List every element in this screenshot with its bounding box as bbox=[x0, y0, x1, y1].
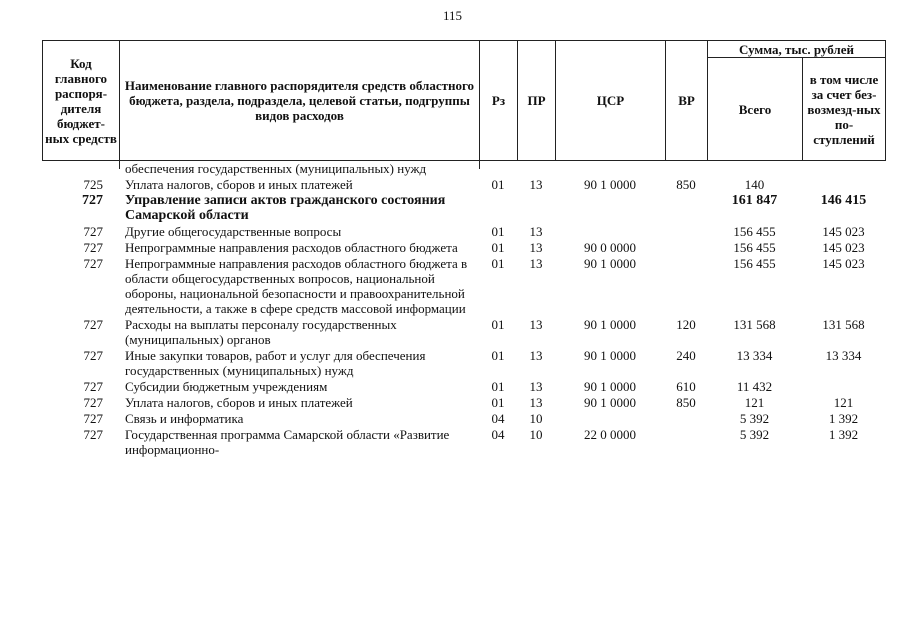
table-row bbox=[42, 239, 885, 255]
header-vr: ВР bbox=[666, 41, 708, 161]
row-code bbox=[42, 161, 119, 176]
table-row bbox=[42, 176, 885, 192]
row-free: 1 392 bbox=[828, 427, 859, 442]
row-pr: 13 bbox=[529, 379, 543, 394]
row-csr bbox=[555, 410, 665, 426]
row-vr bbox=[665, 239, 707, 255]
row-total: 13 334 bbox=[736, 348, 773, 363]
row-pr: 13 bbox=[529, 256, 543, 271]
row-rz: 01 bbox=[491, 317, 505, 332]
table-row bbox=[42, 255, 885, 316]
row-vr: 240 bbox=[676, 348, 696, 363]
row-rz: 01 bbox=[491, 177, 505, 192]
row-pr: 13 bbox=[529, 317, 543, 332]
header-name: Наименование главного распорядителя средств областного бюджета, раздела, подраздела, целевой статьи, подгруппы видов расходов bbox=[120, 41, 480, 161]
row-free bbox=[802, 378, 885, 394]
row-rz: 01 bbox=[491, 256, 505, 271]
row-free: 145 023 bbox=[822, 240, 865, 255]
table-row bbox=[42, 394, 885, 410]
row-code: 727 bbox=[83, 379, 103, 394]
row-vr: 610 bbox=[676, 379, 696, 394]
row-vr bbox=[665, 410, 707, 426]
header-rz: Рз bbox=[480, 41, 518, 161]
row-code: 727 bbox=[83, 411, 103, 426]
table-row bbox=[42, 426, 885, 457]
row-code: 727 bbox=[83, 256, 103, 271]
row-free: 121 bbox=[833, 395, 854, 410]
row-total: 140 bbox=[744, 177, 765, 192]
header-pr: ПР bbox=[518, 41, 556, 161]
row-pr bbox=[517, 192, 555, 223]
row-code: 727 bbox=[83, 395, 103, 410]
row-code: 727 bbox=[83, 224, 103, 239]
row-pr: 13 bbox=[529, 395, 543, 410]
row-csr bbox=[555, 161, 665, 176]
row-rz: 01 bbox=[491, 240, 505, 255]
table-header bbox=[42, 40, 885, 161]
row-name: Расходы на выплаты персоналу государственных (муниципальных) органов bbox=[125, 317, 397, 347]
header-sum: Сумма, тыс. рублей bbox=[708, 41, 886, 58]
row-name: Управление записи актов гражданского состояния Самарской области bbox=[125, 193, 446, 223]
table-row bbox=[42, 378, 885, 394]
row-csr: 90 1 0000 bbox=[584, 317, 636, 332]
row-name: Другие общегосударственные вопросы bbox=[125, 224, 342, 239]
row-total: 121 bbox=[744, 395, 765, 410]
row-csr: 90 0 0000 bbox=[584, 240, 636, 255]
row-rz bbox=[479, 161, 517, 176]
row-csr: 90 1 0000 bbox=[584, 256, 636, 271]
row-csr: 22 0 0000 bbox=[584, 427, 636, 442]
row-name: Государственная программа Самарской области «Развитие информационно- bbox=[125, 427, 450, 457]
table-row bbox=[42, 410, 885, 426]
table-row bbox=[42, 316, 885, 347]
table-row bbox=[42, 192, 885, 223]
row-csr: 90 1 0000 bbox=[584, 348, 636, 363]
row-name: Субсидии бюджетным учреждениям bbox=[125, 379, 328, 394]
row-total: 156 455 bbox=[733, 256, 776, 271]
row-total: 161 847 bbox=[731, 193, 778, 208]
row-rz: 04 bbox=[491, 427, 505, 442]
row-total: 5 392 bbox=[739, 411, 770, 426]
row-code: 727 bbox=[82, 193, 103, 208]
row-csr bbox=[555, 192, 665, 223]
row-rz: 01 bbox=[491, 348, 505, 363]
row-pr: 13 bbox=[529, 224, 543, 239]
row-total: 156 455 bbox=[733, 224, 776, 239]
row-free: 131 568 bbox=[822, 317, 865, 332]
row-rz bbox=[479, 192, 517, 223]
row-rz: 01 bbox=[491, 379, 505, 394]
row-pr: 13 bbox=[529, 177, 543, 192]
row-csr: 90 1 0000 bbox=[584, 177, 636, 192]
row-pr: 13 bbox=[529, 348, 543, 363]
row-code: 727 bbox=[83, 317, 103, 332]
row-pr: 13 bbox=[529, 240, 543, 255]
header-total: Всего bbox=[708, 58, 803, 161]
row-pr bbox=[517, 161, 555, 176]
row-name: Непрограммные направления расходов областного бюджета bbox=[125, 240, 458, 255]
table-row bbox=[42, 223, 885, 239]
row-free: 146 415 bbox=[820, 193, 867, 208]
row-total: 156 455 bbox=[733, 240, 776, 255]
row-csr bbox=[555, 223, 665, 239]
row-vr bbox=[665, 192, 707, 223]
row-name: Непрограммные направления расходов областного бюджета в области общегосударственных вопросов, национальной обороны, национальной безопасности и правоохранительной деятельности, а также в сфере средств массовой информации bbox=[125, 256, 468, 316]
row-total: 11 432 bbox=[736, 379, 773, 394]
row-total: 131 568 bbox=[733, 317, 776, 332]
row-name: Связь и информатика bbox=[125, 411, 244, 426]
table-row bbox=[42, 161, 885, 176]
header-csr: ЦСР bbox=[556, 41, 666, 161]
row-rz: 01 bbox=[491, 224, 505, 239]
row-free bbox=[802, 176, 885, 192]
row-vr bbox=[665, 426, 707, 457]
row-pr: 10 bbox=[529, 427, 543, 442]
row-code: 727 bbox=[83, 427, 103, 442]
row-csr: 90 1 0000 bbox=[584, 379, 636, 394]
row-vr: 850 bbox=[676, 177, 696, 192]
row-rz: 04 bbox=[491, 411, 505, 426]
row-pr: 10 bbox=[529, 411, 543, 426]
row-free bbox=[802, 161, 885, 176]
row-vr bbox=[665, 161, 707, 176]
row-name: Уплата налогов, сборов и иных платежей bbox=[125, 395, 353, 410]
table-row bbox=[42, 347, 885, 378]
row-total bbox=[707, 161, 802, 176]
row-code: 727 bbox=[83, 348, 103, 363]
row-free: 145 023 bbox=[822, 256, 865, 271]
header-code: Код главного распоря-дителя бюджет-ных средств bbox=[43, 41, 120, 161]
row-vr: 850 bbox=[676, 395, 696, 410]
row-rz: 01 bbox=[491, 395, 505, 410]
row-free: 145 023 bbox=[822, 224, 865, 239]
header-free: в том числе за счет без-возмезд-ных по-ступлений bbox=[803, 58, 886, 161]
row-name: обеспечения государственных (муниципальных) нужд bbox=[125, 161, 427, 176]
row-code: 727 bbox=[83, 240, 103, 255]
row-csr: 90 1 0000 bbox=[584, 395, 636, 410]
row-code: 725 bbox=[83, 177, 103, 192]
row-vr: 120 bbox=[676, 317, 696, 332]
row-name: Уплата налогов, сборов и иных платежей bbox=[125, 177, 353, 192]
table-body bbox=[42, 161, 885, 457]
row-total: 5 392 bbox=[739, 427, 770, 442]
row-name: Иные закупки товаров, работ и услуг для обеспечения государственных (муниципальных) нужд bbox=[125, 348, 426, 378]
row-free: 1 392 bbox=[828, 411, 859, 426]
row-free: 13 334 bbox=[825, 348, 862, 363]
row-vr bbox=[665, 223, 707, 239]
page-number: 115 bbox=[442, 8, 463, 23]
row-vr bbox=[665, 255, 707, 316]
